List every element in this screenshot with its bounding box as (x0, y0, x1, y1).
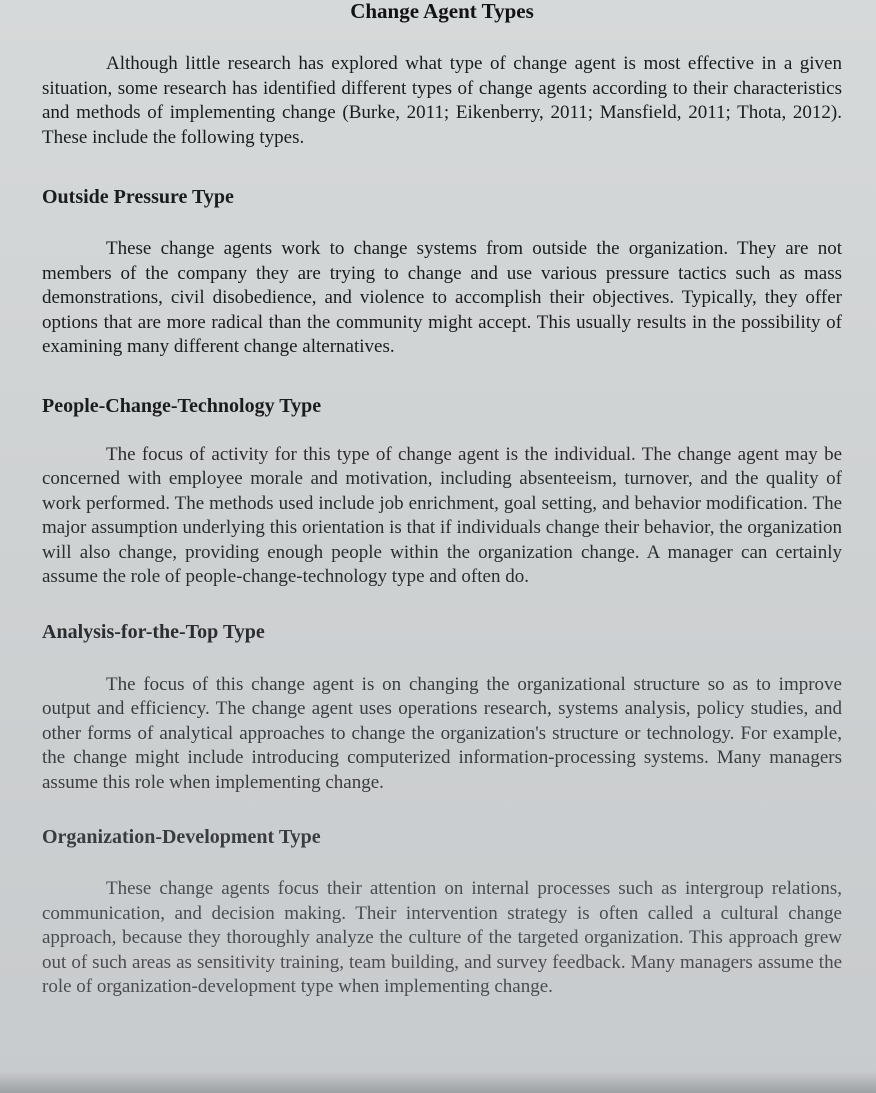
section-body-organization-development: These change agents focus their attention on internal processes such as intergroup relations, communication, and decision making. Their intervention strategy is often called a cultural change approach, because they thoroughly analyze the culture of the targeted organization. This approach grew out of such areas as sensitivity training, team building, and survey feedback. Many managers assume the role of organization-development type when implementing change. (42, 878, 842, 997)
document-title: Change Agent Types (350, 0, 534, 23)
section-heading-analysis-for-the-top: Analysis-for-the-Top Type (42, 620, 265, 643)
section-body-analysis-for-the-top: The focus of this change agent is on changing the organizational structure so as to improve output and efficiency. The change agent uses operations research, systems analysis, policy studies, and other forms of analytical approaches to change the organization's structure or technology. For example, the change might include introducing computerized information-processing systems. Many managers assume this role when implementing change. (42, 673, 842, 793)
section-heading-outside-pressure: Outside Pressure Type (42, 186, 234, 208)
intro-paragraph: Although little research has explored what type of change agent is most effective in a given situation, some research has identified different types of change agents according to their characteristics and methods of implementing change (Burke, 2011; Eikenberry, 2011; Mansfield, 2011; Thota, 2012). These include the following types. (42, 53, 842, 148)
section-body-people-change-technology: The focus of activity for this type of change agent is the individual. The change agent may be concerned with employee morale and motivation, including absenteeism, turnover, and the quality of work performed. The methods used include job enrichment, goal setting, and behavior modification. The major assumption underlying this orientation is that if individuals change their behavior, the organization will also change, providing enough people within the organization change. A manager can certainly assume the role of people-change-technology type and often do. (42, 443, 842, 587)
section-heading-organization-development: Organization-Development Type (42, 826, 321, 848)
section-body-outside-pressure: These change agents work to change systems from outside the organization. They are not members of the company they are trying to change and use various pressure tactics such as mass demonstrations, civil disobedience, and violence to accomplish their objectives. Typically, they offer options that are more radical than the community might accept. This usually results in the possibility of examining many different change alternatives. (42, 238, 842, 357)
section-heading-people-change-technology: People-Change-Technology Type (42, 394, 322, 417)
